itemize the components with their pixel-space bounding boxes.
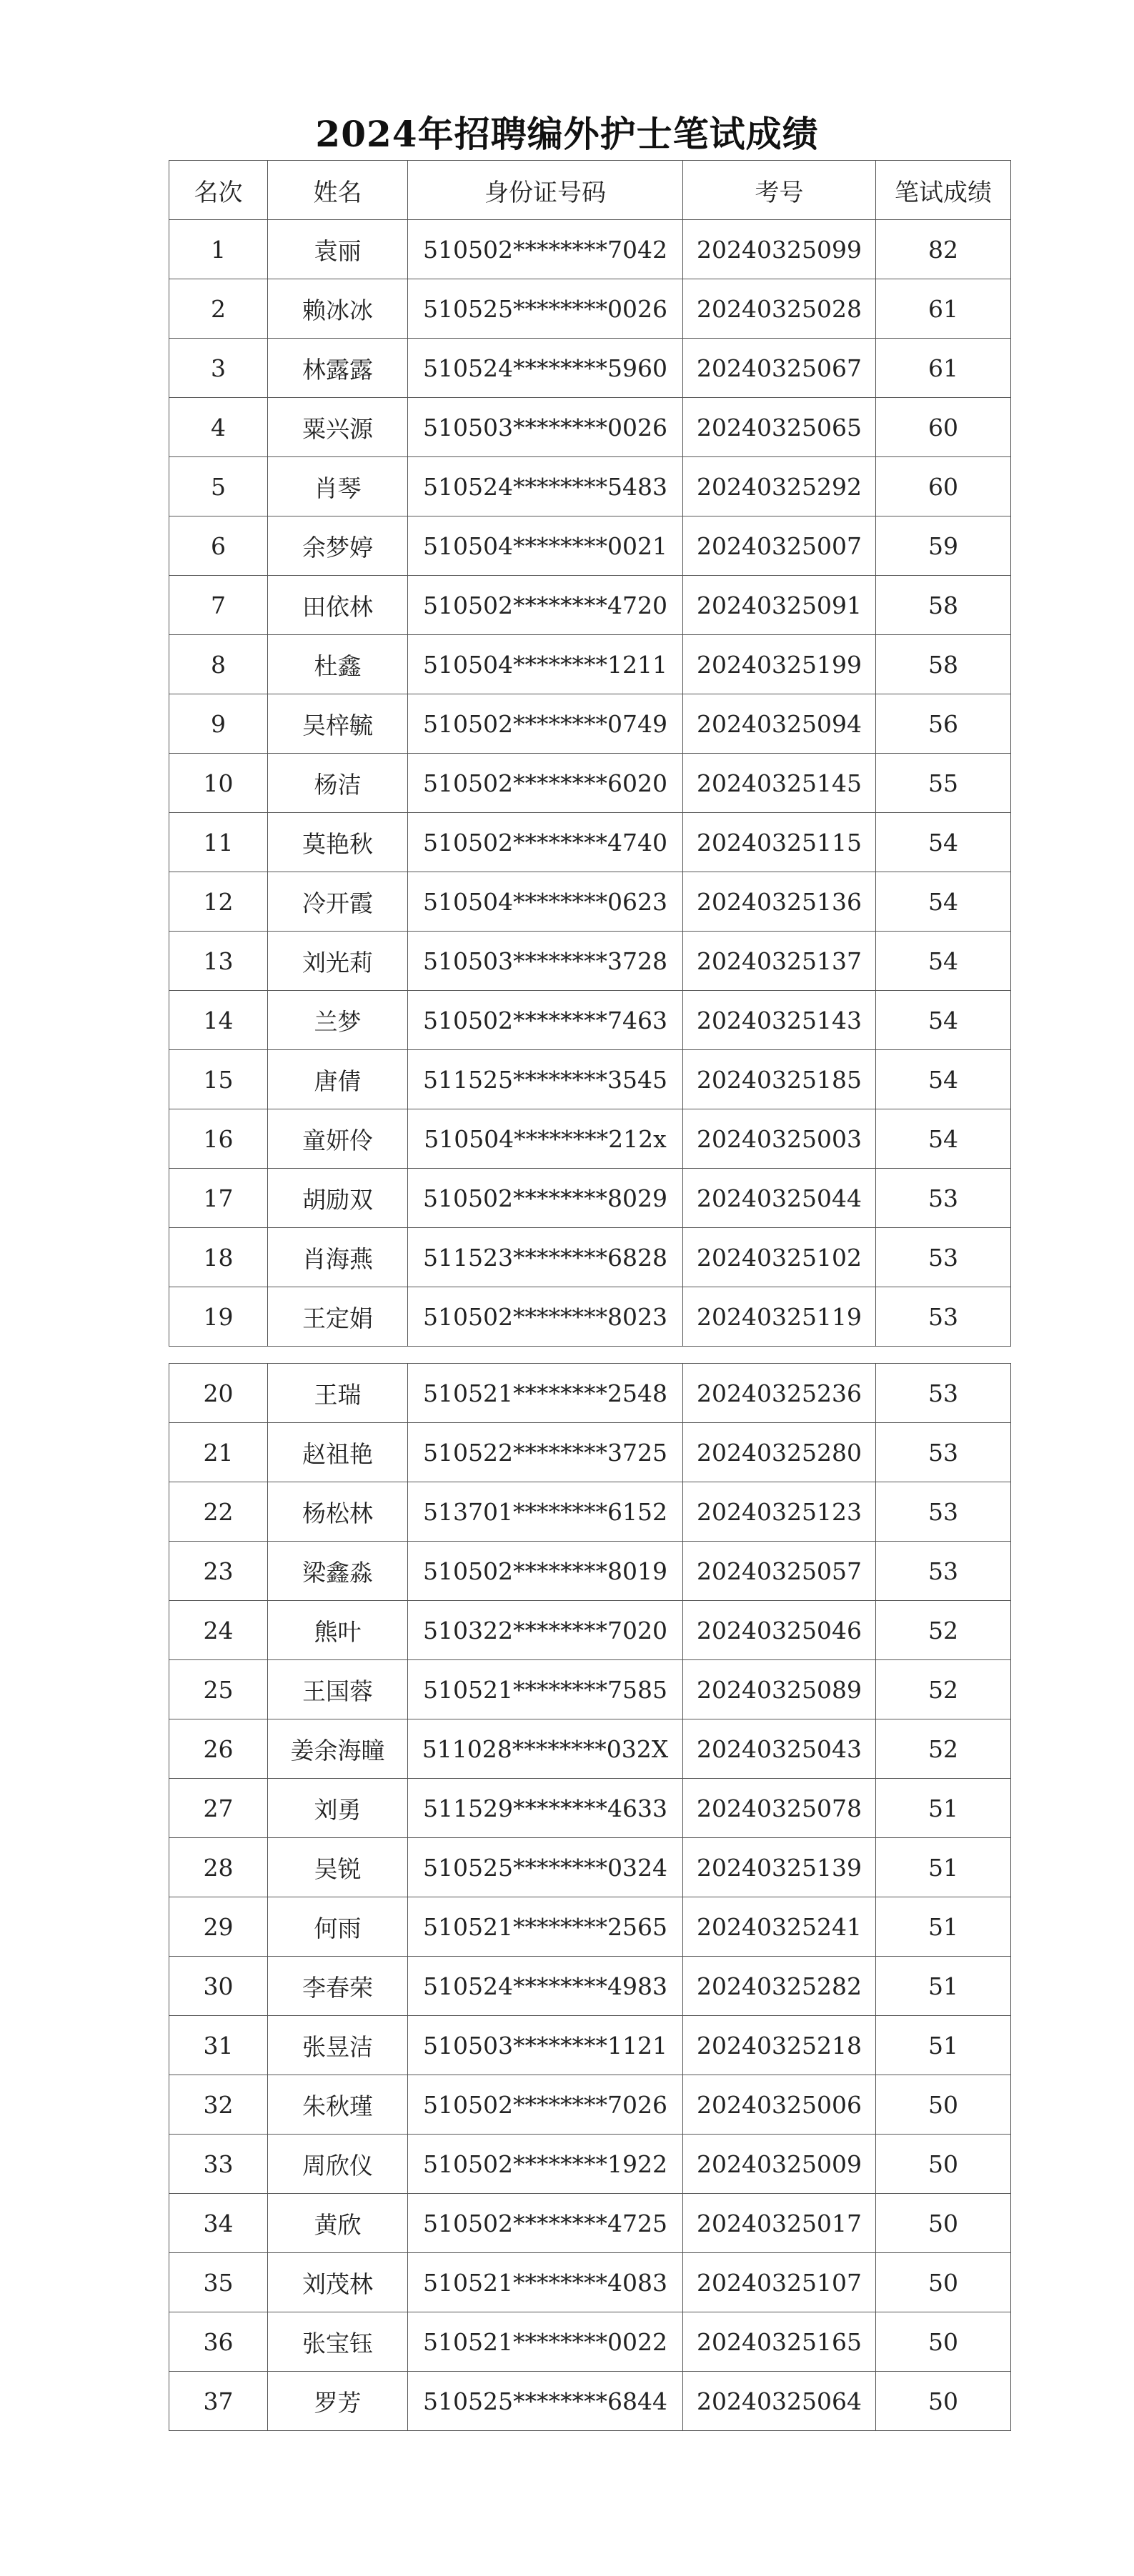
- cell-score: 53: [876, 1169, 1011, 1228]
- cell-score: 82: [876, 220, 1011, 279]
- cell-exam-number: 20240325064: [683, 2372, 876, 2431]
- cell-name: 杨洁: [268, 754, 408, 813]
- cell-score: 53: [876, 1287, 1011, 1347]
- cell-score: 54: [876, 932, 1011, 991]
- table-row: [169, 2372, 1011, 2431]
- cell-score: 54: [876, 872, 1011, 932]
- cell-id-number: 510521********4083: [408, 2253, 683, 2312]
- cell-name: 刘茂林: [268, 2253, 408, 2312]
- cell-name: 唐倩: [268, 1050, 408, 1109]
- cell-exam-number: 20240325009: [683, 2135, 876, 2194]
- cell-exam-number: 20240325218: [683, 2016, 876, 2075]
- cell-exam-number: 20240325136: [683, 872, 876, 932]
- table-row: [169, 1169, 1011, 1228]
- cell-name: 周欣仪: [268, 2135, 408, 2194]
- cell-id-number: 510525********0324: [408, 1838, 683, 1897]
- cell-id-number: 510521********2565: [408, 1897, 683, 1957]
- cell-rank: 2: [169, 279, 268, 339]
- cell-score: 50: [876, 2135, 1011, 2194]
- cell-rank: 9: [169, 694, 268, 754]
- cell-name: 吴梓毓: [268, 694, 408, 754]
- cell-rank: 27: [169, 1779, 268, 1838]
- cell-name: 童妍伶: [268, 1109, 408, 1169]
- cell-id-number: 510502********4740: [408, 813, 683, 872]
- cell-rank: 26: [169, 1719, 268, 1779]
- cell-exam-number: 20240325236: [683, 1364, 876, 1423]
- cell-id-number: 510502********8019: [408, 1542, 683, 1601]
- table-row: [169, 635, 1011, 694]
- cell-score: 53: [876, 1364, 1011, 1423]
- cell-exam-number: 20240325089: [683, 1660, 876, 1719]
- table-row: [169, 1482, 1011, 1542]
- cell-rank: 17: [169, 1169, 268, 1228]
- cell-score: 60: [876, 398, 1011, 457]
- table-row: [169, 339, 1011, 398]
- cell-id-number: 511529********4633: [408, 1779, 683, 1838]
- cell-score: 61: [876, 279, 1011, 339]
- score-table-part-2: [169, 1363, 1011, 2431]
- cell-score: 54: [876, 1050, 1011, 1109]
- cell-exam-number: 20240325078: [683, 1779, 876, 1838]
- cell-score: 54: [876, 1109, 1011, 1169]
- cell-name: 胡励双: [268, 1169, 408, 1228]
- cell-id-number: 510525********6844: [408, 2372, 683, 2431]
- cell-id-number: 510504********1211: [408, 635, 683, 694]
- cell-id-number: 511525********3545: [408, 1050, 683, 1109]
- table-row: [169, 1364, 1011, 1423]
- cell-id-number: 510504********212x: [408, 1109, 683, 1169]
- cell-score: 51: [876, 2016, 1011, 2075]
- header-row: [169, 161, 1011, 220]
- cell-rank: 24: [169, 1601, 268, 1660]
- cell-exam-number: 20240325044: [683, 1169, 876, 1228]
- cell-exam-number: 20240325282: [683, 1957, 876, 2016]
- score-table-part-1: [169, 160, 1011, 1347]
- cell-exam-number: 20240325067: [683, 339, 876, 398]
- table-row: [169, 576, 1011, 635]
- table-row: [169, 516, 1011, 576]
- cell-name: 莫艳秋: [268, 813, 408, 872]
- cell-id-number: 510503********3728: [408, 932, 683, 991]
- table-row: [169, 1228, 1011, 1287]
- cell-id-number: 510502********8023: [408, 1287, 683, 1347]
- cell-exam-number: 20240325107: [683, 2253, 876, 2312]
- cell-name: 王定娟: [268, 1287, 408, 1347]
- table-row: [169, 2075, 1011, 2135]
- cell-score: 56: [876, 694, 1011, 754]
- table-row: [169, 813, 1011, 872]
- cell-score: 53: [876, 1542, 1011, 1601]
- table-row: [169, 694, 1011, 754]
- cell-name: 罗芳: [268, 2372, 408, 2431]
- cell-score: 53: [876, 1423, 1011, 1482]
- cell-exam-number: 20240325007: [683, 516, 876, 576]
- cell-rank: 13: [169, 932, 268, 991]
- cell-name: 粟兴源: [268, 398, 408, 457]
- table-row: [169, 279, 1011, 339]
- cell-id-number: 510504********0623: [408, 872, 683, 932]
- cell-rank: 18: [169, 1228, 268, 1287]
- cell-name: 张宝钰: [268, 2312, 408, 2372]
- cell-score: 51: [876, 1779, 1011, 1838]
- table-row: [169, 1897, 1011, 1957]
- cell-score: 51: [876, 1838, 1011, 1897]
- cell-rank: 16: [169, 1109, 268, 1169]
- cell-id-number: 510502********6020: [408, 754, 683, 813]
- cell-rank: 29: [169, 1897, 268, 1957]
- table-row: [169, 754, 1011, 813]
- cell-id-number: 510502********1922: [408, 2135, 683, 2194]
- cell-exam-number: 20240325102: [683, 1228, 876, 1287]
- cell-id-number: 510322********7020: [408, 1601, 683, 1660]
- cell-rank: 21: [169, 1423, 268, 1482]
- cell-exam-number: 20240325043: [683, 1719, 876, 1779]
- header-id-number: 身份证号码: [408, 161, 683, 220]
- cell-rank: 4: [169, 398, 268, 457]
- table-row: [169, 1423, 1011, 1482]
- cell-name: 熊叶: [268, 1601, 408, 1660]
- cell-id-number: 510503********1121: [408, 2016, 683, 2075]
- cell-score: 58: [876, 635, 1011, 694]
- cell-rank: 30: [169, 1957, 268, 2016]
- cell-exam-number: 20240325139: [683, 1838, 876, 1897]
- cell-id-number: 510522********3725: [408, 1423, 683, 1482]
- cell-rank: 5: [169, 457, 268, 516]
- cell-exam-number: 20240325199: [683, 635, 876, 694]
- cell-id-number: 513701********6152: [408, 1482, 683, 1542]
- cell-exam-number: 20240325292: [683, 457, 876, 516]
- cell-id-number: 510502********7026: [408, 2075, 683, 2135]
- cell-rank: 28: [169, 1838, 268, 1897]
- cell-name: 王瑞: [268, 1364, 408, 1423]
- page-title: 2024年招聘编外护士笔试成绩: [315, 113, 819, 155]
- cell-rank: 3: [169, 339, 268, 398]
- cell-rank: 34: [169, 2194, 268, 2253]
- table-row: [169, 1109, 1011, 1169]
- cell-score: 52: [876, 1660, 1011, 1719]
- cell-score: 58: [876, 576, 1011, 635]
- cell-name: 杨松林: [268, 1482, 408, 1542]
- cell-id-number: 510525********0026: [408, 279, 683, 339]
- cell-id-number: 510502********4725: [408, 2194, 683, 2253]
- cell-rank: 36: [169, 2312, 268, 2372]
- cell-exam-number: 20240325006: [683, 2075, 876, 2135]
- cell-name: 王国蓉: [268, 1660, 408, 1719]
- cell-exam-number: 20240325137: [683, 932, 876, 991]
- cell-rank: 35: [169, 2253, 268, 2312]
- cell-id-number: 510524********4983: [408, 1957, 683, 2016]
- table-row: [169, 1601, 1011, 1660]
- cell-name: 肖海燕: [268, 1228, 408, 1287]
- cell-name: 黄欣: [268, 2194, 408, 2253]
- cell-rank: 15: [169, 1050, 268, 1109]
- cell-exam-number: 20240325094: [683, 694, 876, 754]
- table-row: [169, 1287, 1011, 1347]
- cell-id-number: 510503********0026: [408, 398, 683, 457]
- header-score: 笔试成绩: [876, 161, 1011, 220]
- cell-rank: 23: [169, 1542, 268, 1601]
- cell-rank: 1: [169, 220, 268, 279]
- cell-rank: 31: [169, 2016, 268, 2075]
- table-row: [169, 872, 1011, 932]
- cell-rank: 12: [169, 872, 268, 932]
- cell-score: 50: [876, 2075, 1011, 2135]
- table-row: [169, 932, 1011, 991]
- cell-name: 赖冰冰: [268, 279, 408, 339]
- cell-score: 59: [876, 516, 1011, 576]
- cell-name: 赵祖艳: [268, 1423, 408, 1482]
- table-row: [169, 1660, 1011, 1719]
- cell-score: 54: [876, 991, 1011, 1050]
- cell-rank: 14: [169, 991, 268, 1050]
- cell-id-number: 511523********6828: [408, 1228, 683, 1287]
- table-row: [169, 1719, 1011, 1779]
- table-row: [169, 1957, 1011, 2016]
- header-name: 姓名: [268, 161, 408, 220]
- cell-id-number: 510502********0749: [408, 694, 683, 754]
- table-row: [169, 2253, 1011, 2312]
- cell-rank: 32: [169, 2075, 268, 2135]
- cell-score: 50: [876, 2372, 1011, 2431]
- cell-id-number: 510502********4720: [408, 576, 683, 635]
- cell-score: 61: [876, 339, 1011, 398]
- cell-exam-number: 20240325241: [683, 1897, 876, 1957]
- cell-name: 余梦婷: [268, 516, 408, 576]
- cell-name: 田依林: [268, 576, 408, 635]
- cell-rank: 19: [169, 1287, 268, 1347]
- cell-rank: 7: [169, 576, 268, 635]
- cell-score: 54: [876, 813, 1011, 872]
- cell-name: 李春荣: [268, 1957, 408, 2016]
- cell-exam-number: 20240325123: [683, 1482, 876, 1542]
- cell-score: 50: [876, 2312, 1011, 2372]
- cell-exam-number: 20240325046: [683, 1601, 876, 1660]
- table-row: [169, 398, 1011, 457]
- cell-exam-number: 20240325119: [683, 1287, 876, 1347]
- cell-rank: 6: [169, 516, 268, 576]
- cell-exam-number: 20240325028: [683, 279, 876, 339]
- cell-rank: 11: [169, 813, 268, 872]
- cell-exam-number: 20240325003: [683, 1109, 876, 1169]
- cell-name: 林露露: [268, 339, 408, 398]
- cell-exam-number: 20240325115: [683, 813, 876, 872]
- cell-id-number: 510502********7042: [408, 220, 683, 279]
- cell-name: 杜鑫: [268, 635, 408, 694]
- cell-rank: 20: [169, 1364, 268, 1423]
- cell-id-number: 510524********5960: [408, 339, 683, 398]
- table-row: [169, 2135, 1011, 2194]
- table-row: [169, 1779, 1011, 1838]
- header-rank: 名次: [169, 161, 268, 220]
- cell-score: 52: [876, 1719, 1011, 1779]
- header-exam-number: 考号: [683, 161, 876, 220]
- cell-name: 朱秋瑾: [268, 2075, 408, 2135]
- table-row: [169, 457, 1011, 516]
- cell-exam-number: 20240325185: [683, 1050, 876, 1109]
- cell-rank: 22: [169, 1482, 268, 1542]
- cell-score: 55: [876, 754, 1011, 813]
- cell-rank: 10: [169, 754, 268, 813]
- cell-score: 51: [876, 1897, 1011, 1957]
- cell-name: 梁鑫淼: [268, 1542, 408, 1601]
- table-row: [169, 991, 1011, 1050]
- table-row: [169, 1542, 1011, 1601]
- cell-score: 50: [876, 2253, 1011, 2312]
- cell-rank: 37: [169, 2372, 268, 2431]
- cell-id-number: 510521********2548: [408, 1364, 683, 1423]
- table-row: [169, 2194, 1011, 2253]
- cell-score: 60: [876, 457, 1011, 516]
- cell-exam-number: 20240325017: [683, 2194, 876, 2253]
- cell-score: 50: [876, 2194, 1011, 2253]
- cell-rank: 33: [169, 2135, 268, 2194]
- cell-exam-number: 20240325065: [683, 398, 876, 457]
- cell-name: 吴锐: [268, 1838, 408, 1897]
- table-row: [169, 1050, 1011, 1109]
- cell-exam-number: 20240325143: [683, 991, 876, 1050]
- cell-score: 51: [876, 1957, 1011, 2016]
- cell-exam-number: 20240325099: [683, 220, 876, 279]
- cell-name: 冷开霞: [268, 872, 408, 932]
- cell-name: 刘勇: [268, 1779, 408, 1838]
- cell-rank: 25: [169, 1660, 268, 1719]
- cell-id-number: 510502********7463: [408, 991, 683, 1050]
- table-row: [169, 2016, 1011, 2075]
- cell-id-number: 511028********032X: [408, 1719, 683, 1779]
- cell-name: 兰梦: [268, 991, 408, 1050]
- table-row: [169, 1838, 1011, 1897]
- cell-id-number: 510521********0022: [408, 2312, 683, 2372]
- cell-exam-number: 20240325165: [683, 2312, 876, 2372]
- cell-name: 肖琴: [268, 457, 408, 516]
- cell-id-number: 510502********8029: [408, 1169, 683, 1228]
- cell-score: 52: [876, 1601, 1011, 1660]
- cell-rank: 8: [169, 635, 268, 694]
- cell-id-number: 510504********0021: [408, 516, 683, 576]
- table-row: [169, 2312, 1011, 2372]
- cell-id-number: 510521********7585: [408, 1660, 683, 1719]
- cell-name: 刘光莉: [268, 932, 408, 991]
- cell-score: 53: [876, 1228, 1011, 1287]
- cell-name: 姜余海瞳: [268, 1719, 408, 1779]
- cell-name: 袁丽: [268, 220, 408, 279]
- cell-name: 张昱洁: [268, 2016, 408, 2075]
- cell-score: 53: [876, 1482, 1011, 1542]
- cell-exam-number: 20240325145: [683, 754, 876, 813]
- cell-exam-number: 20240325091: [683, 576, 876, 635]
- cell-name: 何雨: [268, 1897, 408, 1957]
- cell-exam-number: 20240325280: [683, 1423, 876, 1482]
- cell-exam-number: 20240325057: [683, 1542, 876, 1601]
- table-row: [169, 220, 1011, 279]
- cell-id-number: 510524********5483: [408, 457, 683, 516]
